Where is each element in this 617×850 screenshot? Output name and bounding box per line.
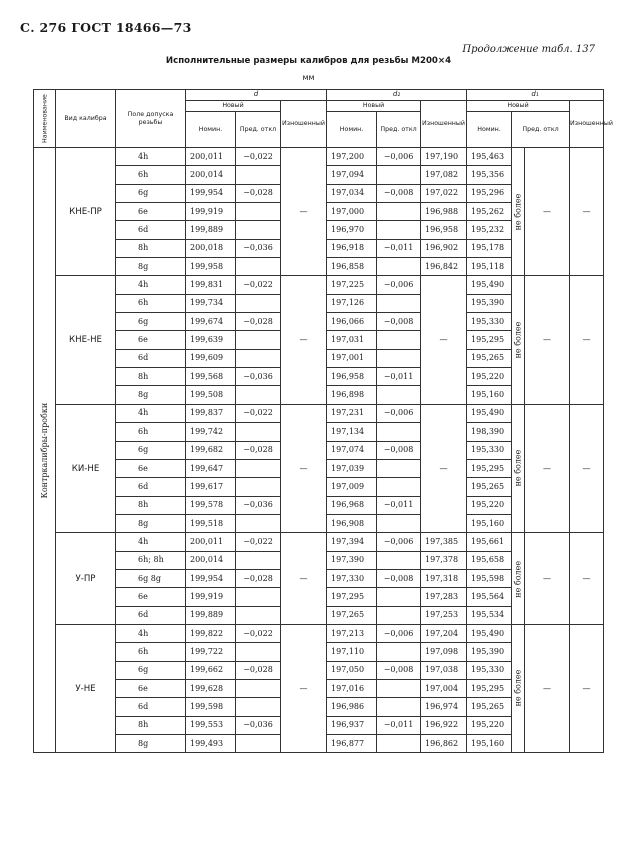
d2-nominal-cell: 196,858 (327, 258, 377, 276)
d1-deviation-cell: — (525, 533, 570, 625)
d-nominal-cell: 199,889 (186, 221, 236, 239)
d-deviation-cell: −0,028 (236, 441, 281, 459)
d2-nominal-cell: 196,970 (327, 221, 377, 239)
table-row (34, 404, 604, 422)
d1-nominal-cell: 195,118 (467, 258, 512, 276)
d-deviation-cell (236, 643, 281, 661)
d-worn-cell: — (281, 276, 327, 404)
d2-deviation-cell: −0,006 (377, 148, 421, 166)
d-nominal-header: Номин. (186, 112, 236, 148)
d2-deviation-cell (377, 551, 421, 569)
d2-nominal-cell: 197,016 (327, 679, 377, 697)
tolerance-cell: 6h (116, 166, 186, 184)
d1-nominal-cell: 195,296 (467, 184, 512, 202)
d-deviation-cell: −0,022 (236, 148, 281, 166)
d-deviation-cell (236, 588, 281, 606)
d2-deviation-cell (377, 588, 421, 606)
d-worn-cell: — (281, 533, 327, 625)
d1-nominal-cell: 195,160 (467, 735, 512, 753)
col-d2-header: d₂ (327, 90, 467, 101)
d1-deviation-note: не более (512, 276, 525, 404)
d2-deviation-cell (377, 679, 421, 697)
tolerance-cell: 6g (116, 441, 186, 459)
table-row (34, 624, 604, 642)
tolerance-cell: 4h (116, 276, 186, 294)
d-nominal-cell: 199,919 (186, 203, 236, 221)
d1-nominal-cell: 195,265 (467, 478, 512, 496)
d1-nominal-cell: 195,178 (467, 239, 512, 257)
d1-nominal-cell: 195,160 (467, 514, 512, 532)
d-worn-cell: — (281, 624, 327, 752)
d2-worn-cell: 196,862 (421, 735, 467, 753)
d-nominal-cell: 199,662 (186, 661, 236, 679)
tolerance-cell: 4h (116, 624, 186, 642)
d2-nominal-cell: 197,000 (327, 203, 377, 221)
d1-nominal-cell: 195,262 (467, 203, 512, 221)
d2-nominal-cell: 196,958 (327, 368, 377, 386)
d2-deviation-cell (377, 331, 421, 349)
d-nominal-cell: 199,553 (186, 716, 236, 734)
d2-new-header: Новый (327, 101, 421, 112)
d2-deviation-cell (377, 423, 421, 441)
d-new-header: Новый (186, 101, 281, 112)
d-deviation-cell (236, 221, 281, 239)
d2-deviation-cell (377, 459, 421, 477)
d1-deviation-note: не более (512, 148, 525, 276)
col-name-header: Наименование (34, 90, 56, 148)
d-deviation-cell (236, 349, 281, 367)
d1-nominal-cell: 195,564 (467, 588, 512, 606)
d-deviation-cell (236, 294, 281, 312)
d1-nominal-cell: 195,160 (467, 386, 512, 404)
d2-worn-cell: 197,318 (421, 569, 467, 587)
d2-nominal-cell: 197,213 (327, 624, 377, 642)
d2-worn-cell: 197,378 (421, 551, 467, 569)
d-nominal-cell: 199,831 (186, 276, 236, 294)
d2-deviation-cell: −0,011 (377, 239, 421, 257)
d1-nominal-cell: 198,390 (467, 423, 512, 441)
d1-deviation-note: не более (512, 624, 525, 752)
d-nominal-cell: 199,958 (186, 258, 236, 276)
d-deviation-cell: −0,036 (236, 496, 281, 514)
d-nominal-cell: 199,822 (186, 624, 236, 642)
calibre-type: КИ-НЕ (56, 404, 116, 532)
d2-nominal-cell: 197,394 (327, 533, 377, 551)
tolerance-cell: 8g (116, 258, 186, 276)
d-deviation-cell (236, 606, 281, 624)
d-nominal-cell: 199,508 (186, 386, 236, 404)
d-nominal-cell: 199,639 (186, 331, 236, 349)
d2-deviation-cell: −0,008 (377, 441, 421, 459)
d2-nominal-cell: 197,074 (327, 441, 377, 459)
d2-worn-cell: 196,842 (421, 258, 467, 276)
d1-nominal-cell: 195,265 (467, 349, 512, 367)
d1-nominal-cell: 195,390 (467, 294, 512, 312)
d2-nominal-cell: 196,066 (327, 313, 377, 331)
d2-deviation-cell (377, 478, 421, 496)
d2-deviation-cell (377, 349, 421, 367)
d2-nominal-cell: 197,295 (327, 588, 377, 606)
d2-deviation-cell: −0,006 (377, 624, 421, 642)
d1-nominal-cell: 195,265 (467, 698, 512, 716)
d2-deviation-cell (377, 606, 421, 624)
d1-worn-cell: — (570, 276, 604, 404)
d2-deviation-cell (377, 221, 421, 239)
d-deviation-cell (236, 551, 281, 569)
d-deviation-cell: −0,028 (236, 313, 281, 331)
d1-worn-cell: — (570, 148, 604, 276)
d2-nominal-cell: 197,110 (327, 643, 377, 661)
d2-worn-cell: 197,385 (421, 533, 467, 551)
d1-nominal-cell: 195,295 (467, 679, 512, 697)
d-nominal-cell: 199,617 (186, 478, 236, 496)
d-nominal-cell: 199,674 (186, 313, 236, 331)
d1-nominal-cell: 195,490 (467, 404, 512, 422)
d-worn-cell: — (281, 148, 327, 276)
d1-deviation-cell: — (525, 148, 570, 276)
col-d1-header: d₁ (467, 90, 604, 101)
d1-deviation-cell: — (525, 624, 570, 752)
d-nominal-cell: 199,609 (186, 349, 236, 367)
d2-nominal-cell: 197,126 (327, 294, 377, 312)
tolerance-cell: 6g (116, 184, 186, 202)
tolerance-cell: 4h (116, 404, 186, 422)
d2-deviation-cell: −0,006 (377, 533, 421, 551)
tolerance-cell: 6d (116, 698, 186, 716)
d1-deviation-note: не более (512, 533, 525, 625)
d2-nominal-cell: 196,898 (327, 386, 377, 404)
table-row (34, 276, 604, 294)
d-deviation-cell: −0,028 (236, 661, 281, 679)
d-nominal-cell: 199,682 (186, 441, 236, 459)
tolerance-cell: 8g (116, 514, 186, 532)
d-deviation-cell (236, 679, 281, 697)
d2-worn-cell: 197,283 (421, 588, 467, 606)
d-nominal-cell: 199,837 (186, 404, 236, 422)
d1-nominal-cell: 195,598 (467, 569, 512, 587)
d-deviation-cell: −0,036 (236, 368, 281, 386)
d-nominal-cell: 199,578 (186, 496, 236, 514)
tolerance-cell: 4h (116, 148, 186, 166)
d2-nominal-cell: 196,986 (327, 698, 377, 716)
d2-worn-cell: 196,902 (421, 239, 467, 257)
d-nominal-cell: 199,722 (186, 643, 236, 661)
d-nominal-cell: 200,018 (186, 239, 236, 257)
d1-nominal-cell: 195,295 (467, 331, 512, 349)
d2-nominal-cell: 196,968 (327, 496, 377, 514)
d2-worn-cell: 196,958 (421, 221, 467, 239)
tolerance-cell: 6d (116, 606, 186, 624)
d1-nominal-cell: 195,463 (467, 148, 512, 166)
d1-worn-cell: — (570, 533, 604, 625)
tolerance-cell: 8g (116, 386, 186, 404)
d2-deviation-cell (377, 698, 421, 716)
d1-nominal-cell: 195,220 (467, 368, 512, 386)
d-nominal-cell: 199,734 (186, 294, 236, 312)
d2-deviation-cell: −0,011 (377, 716, 421, 734)
table-row (34, 533, 604, 551)
d2-deviation-cell (377, 294, 421, 312)
d1-nominal-cell: 195,295 (467, 459, 512, 477)
d1-worn-header: Изношенный (570, 101, 604, 148)
d1-nominal-cell: 195,390 (467, 643, 512, 661)
units-label: мм (302, 73, 315, 82)
d-nominal-cell: 199,493 (186, 735, 236, 753)
d2-worn-cell: 197,038 (421, 661, 467, 679)
tolerance-cell: 6e (116, 679, 186, 697)
d2-nominal-cell: 197,330 (327, 569, 377, 587)
d2-nominal-cell: 196,937 (327, 716, 377, 734)
d2-deviation-cell (377, 386, 421, 404)
d2-worn-cell: — (421, 276, 467, 404)
col-tolerance-header: Поле допуска резьбы (116, 90, 186, 148)
d1-nominal-cell: 195,330 (467, 313, 512, 331)
tolerance-cell: 6h; 8h (116, 551, 186, 569)
d2-worn-cell: 197,253 (421, 606, 467, 624)
d1-nominal-cell: 195,220 (467, 716, 512, 734)
tolerance-cell: 6e (116, 331, 186, 349)
d-deviation-cell (236, 423, 281, 441)
table-row (34, 148, 604, 166)
d2-nominal-cell: 197,031 (327, 331, 377, 349)
tolerance-cell: 6h (116, 423, 186, 441)
gauge-table (33, 89, 613, 753)
tolerance-cell: 6e (116, 459, 186, 477)
d-deviation-cell: −0,022 (236, 533, 281, 551)
d1-nominal-cell: 195,232 (467, 221, 512, 239)
d-deviation-cell: −0,028 (236, 184, 281, 202)
d2-nominal-cell: 197,034 (327, 184, 377, 202)
d1-nominal-cell: 195,356 (467, 166, 512, 184)
d2-nominal-cell: 197,050 (327, 661, 377, 679)
d-nominal-cell: 199,568 (186, 368, 236, 386)
d2-deviation-cell: −0,006 (377, 404, 421, 422)
d2-nominal-cell: 197,200 (327, 148, 377, 166)
page-header: С. 276 ГОСТ 18466—73 (20, 20, 192, 35)
d2-nominal-cell: 197,231 (327, 404, 377, 422)
d1-nominal-cell: 195,534 (467, 606, 512, 624)
d1-new-header: Новый (467, 101, 570, 112)
d1-nominal-cell: 195,330 (467, 661, 512, 679)
d-nominal-cell: 199,919 (186, 588, 236, 606)
d-deviation-cell (236, 459, 281, 477)
d2-deviation-header: Пред. откл (377, 112, 421, 148)
d1-worn-cell: — (570, 624, 604, 752)
d2-nominal-cell: 197,009 (327, 478, 377, 496)
d2-worn-cell: — (421, 404, 467, 532)
d2-deviation-cell (377, 735, 421, 753)
d1-deviation-note: не более (512, 404, 525, 532)
d-deviation-cell: −0,022 (236, 404, 281, 422)
tolerance-cell: 8h (116, 239, 186, 257)
d2-deviation-cell: −0,011 (377, 368, 421, 386)
d-nominal-cell: 199,742 (186, 423, 236, 441)
d-deviation-cell (236, 514, 281, 532)
d2-nominal-cell: 197,094 (327, 166, 377, 184)
tolerance-cell: 6e (116, 588, 186, 606)
calibre-type: У-ПР (56, 533, 116, 625)
d2-nominal-cell: 197,001 (327, 349, 377, 367)
calibre-type: КНЕ-НЕ (56, 276, 116, 404)
d-deviation-cell (236, 386, 281, 404)
d-deviation-cell: −0,022 (236, 624, 281, 642)
d-nominal-cell: 200,011 (186, 533, 236, 551)
d2-nominal-cell: 197,134 (327, 423, 377, 441)
d2-nominal-cell: 197,039 (327, 459, 377, 477)
d1-nominal-cell: 195,490 (467, 624, 512, 642)
calibre-type: У-НЕ (56, 624, 116, 752)
d2-worn-cell: 197,204 (421, 624, 467, 642)
tolerance-cell: 6h (116, 294, 186, 312)
d1-nominal-cell: 195,658 (467, 551, 512, 569)
d2-nominal-cell: 197,390 (327, 551, 377, 569)
d2-worn-cell: 196,974 (421, 698, 467, 716)
d-deviation-header: Пред. откл (236, 112, 281, 148)
d-nominal-cell: 199,954 (186, 184, 236, 202)
d2-deviation-cell: −0,011 (377, 496, 421, 514)
table-continuation: Продолжение табл. 137 (462, 44, 595, 55)
d1-nominal-cell: 195,330 (467, 441, 512, 459)
d2-worn-cell: 197,190 (421, 148, 467, 166)
d2-worn-header: Изношенный (421, 101, 467, 148)
d-deviation-cell: −0,036 (236, 716, 281, 734)
d1-deviation-header: Пред. откл (512, 112, 570, 148)
d1-deviation-cell: — (525, 276, 570, 404)
d-nominal-cell: 199,518 (186, 514, 236, 532)
d-deviation-cell: −0,022 (236, 276, 281, 294)
d2-deviation-cell: −0,008 (377, 661, 421, 679)
d1-nominal-cell: 195,490 (467, 276, 512, 294)
col-d-header: d (186, 90, 327, 101)
calibre-type: КНЕ-ПР (56, 148, 116, 276)
tolerance-cell: 6d (116, 221, 186, 239)
d-worn-header: Изношенный (281, 101, 327, 148)
d1-deviation-cell: — (525, 404, 570, 532)
d-deviation-cell (236, 698, 281, 716)
d2-deviation-cell (377, 643, 421, 661)
tolerance-cell: 4h (116, 533, 186, 551)
tolerance-cell: 6g (116, 661, 186, 679)
d-nominal-cell: 199,598 (186, 698, 236, 716)
tolerance-cell: 8h (116, 368, 186, 386)
d2-nominal-header: Номин. (327, 112, 377, 148)
d2-deviation-cell (377, 203, 421, 221)
d-deviation-cell (236, 258, 281, 276)
col-type-header: Вид калибра (56, 90, 116, 148)
d-nominal-cell: 199,628 (186, 679, 236, 697)
d1-nominal-header: Номин. (467, 112, 512, 148)
calibre-group-label: Контркалибры-пробки (34, 148, 56, 753)
d2-worn-cell: 196,922 (421, 716, 467, 734)
d2-nominal-cell: 196,877 (327, 735, 377, 753)
d2-deviation-cell (377, 166, 421, 184)
d-deviation-cell (236, 166, 281, 184)
d2-deviation-cell (377, 514, 421, 532)
d-nominal-cell: 199,647 (186, 459, 236, 477)
d2-deviation-cell: −0,008 (377, 569, 421, 587)
tolerance-cell: 8h (116, 496, 186, 514)
d1-worn-cell: — (570, 404, 604, 532)
d2-nominal-cell: 197,225 (327, 276, 377, 294)
tolerance-cell: 6g 8g (116, 569, 186, 587)
d-worn-cell: — (281, 404, 327, 532)
tolerance-cell: 6d (116, 478, 186, 496)
tolerance-cell: 6e (116, 203, 186, 221)
d2-worn-cell: 197,098 (421, 643, 467, 661)
d2-nominal-cell: 197,265 (327, 606, 377, 624)
d2-worn-cell: 197,082 (421, 166, 467, 184)
d1-nominal-cell: 195,220 (467, 496, 512, 514)
d-deviation-cell: −0,028 (236, 569, 281, 587)
d2-worn-cell: 197,022 (421, 184, 467, 202)
tolerance-cell: 6g (116, 313, 186, 331)
tolerance-cell: 6d (116, 349, 186, 367)
d-deviation-cell (236, 203, 281, 221)
d2-worn-cell: 196,988 (421, 203, 467, 221)
d-nominal-cell: 199,889 (186, 606, 236, 624)
tolerance-cell: 6h (116, 643, 186, 661)
d2-deviation-cell: −0,008 (377, 313, 421, 331)
table-title: Исполнительные размеры калибров для резьбы М200×4 (165, 56, 452, 66)
d2-deviation-cell (377, 258, 421, 276)
d2-deviation-cell: −0,006 (377, 276, 421, 294)
d-deviation-cell (236, 735, 281, 753)
d-nominal-cell: 199,954 (186, 569, 236, 587)
d2-deviation-cell: −0,008 (377, 184, 421, 202)
d1-nominal-cell: 195,661 (467, 533, 512, 551)
d-deviation-cell (236, 478, 281, 496)
d-nominal-cell: 200,014 (186, 551, 236, 569)
tolerance-cell: 8g (116, 735, 186, 753)
d-nominal-cell: 200,014 (186, 166, 236, 184)
d-nominal-cell: 200,011 (186, 148, 236, 166)
d2-worn-cell: 197,004 (421, 679, 467, 697)
d-deviation-cell (236, 331, 281, 349)
d2-nominal-cell: 196,918 (327, 239, 377, 257)
d-deviation-cell: −0,036 (236, 239, 281, 257)
tolerance-cell: 8h (116, 716, 186, 734)
d2-nominal-cell: 196,908 (327, 514, 377, 532)
